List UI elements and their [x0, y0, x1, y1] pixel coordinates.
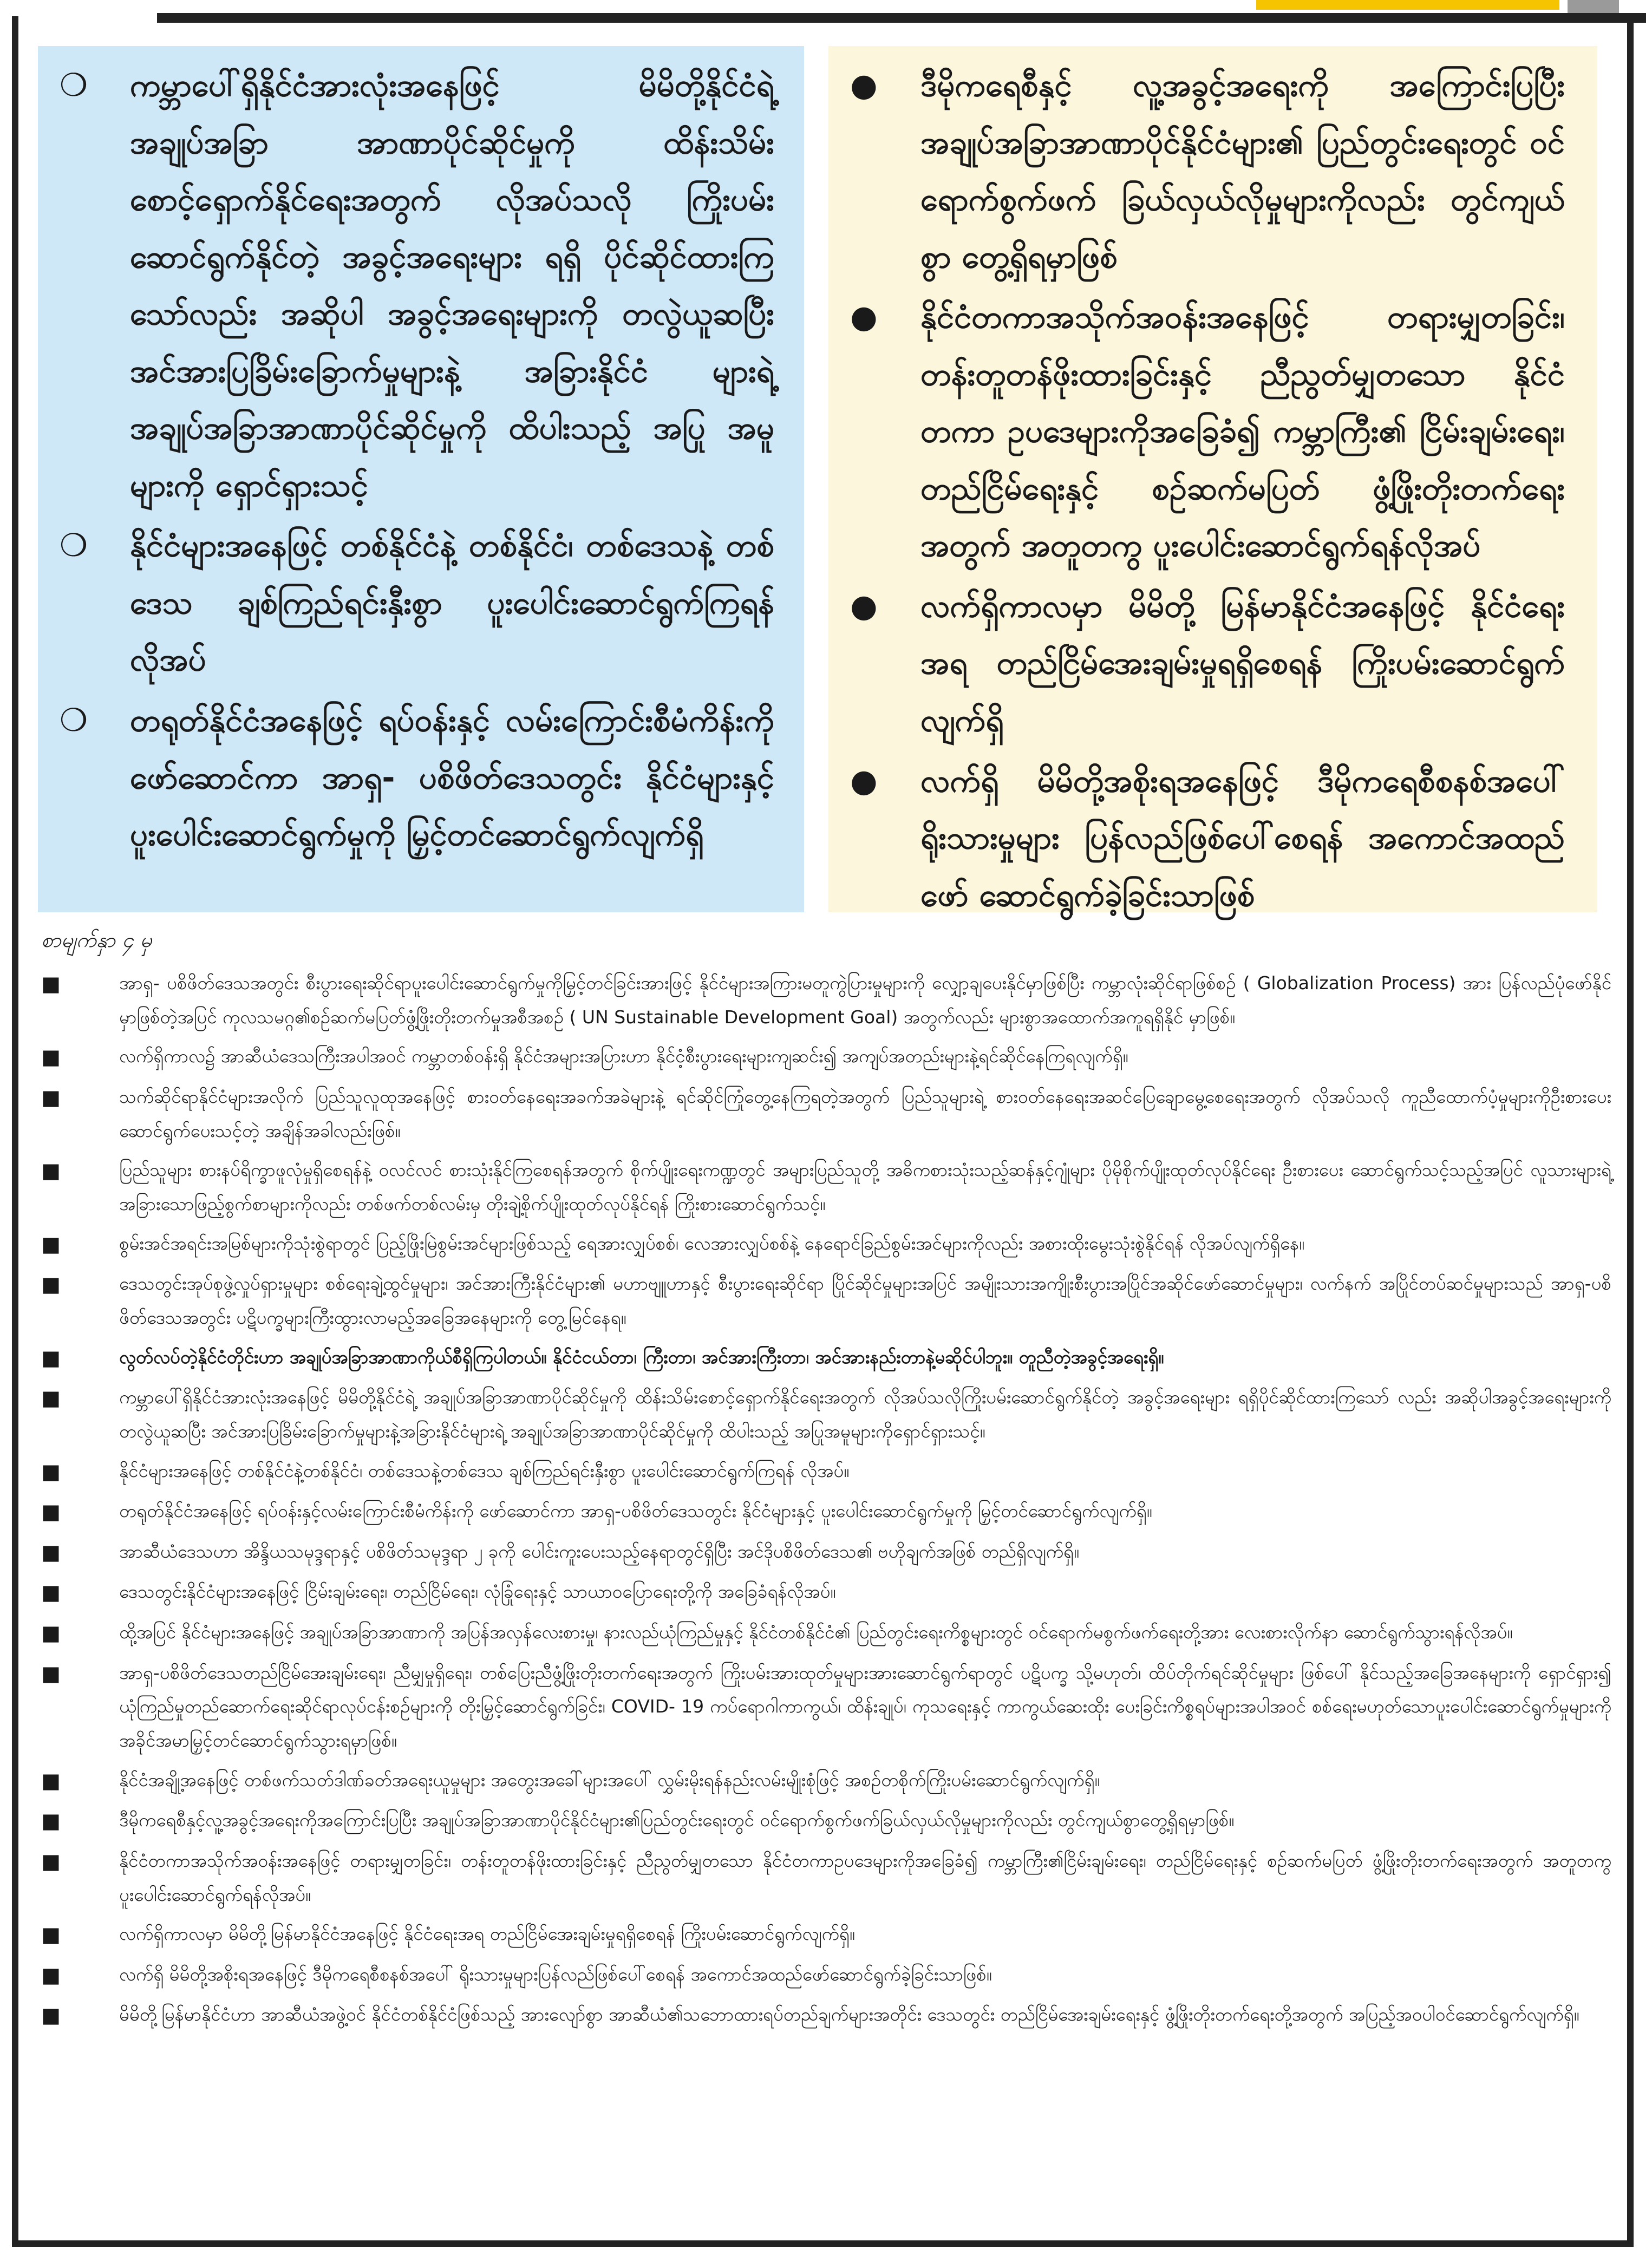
- blue-summary-box: [38, 46, 804, 912]
- key-point-text: အာရှ-ပစိဖိတ်ဒေသတည်ငြိမ်အေးချမ်းရေး၊ ညီမျှမှုရှိရေး၊ တစ်ပြေးညီဖွံ့ဖြိုးတိုးတက်ရေးအတွက် ကြိုးပမ်းအားထုတ်မှုများအားဆောင်ရွက်ရာတွင် ပဋိပက္ခ သို့မဟုတ်၊ ထိပ်တိုက်ရင်ဆိုင်မှုများ ဖြစ်ပေါ် နိုင်သည့်အခြေအနေများကို ရှောင်ရှား၍ ယုံကြည်မှုတည်ဆောက်ရေးဆိုင်ရာလုပ်ငန်းစဉ်များကို တိုးမြှင့်ဆောင်ရွက်ခြင်း၊ COVID- 19 ကပ်ရောဂါကာကွယ်၊ ထိန်းချုပ်၊ ကုသရေးနှင့် ကာကွယ်ဆေးထိုး ပေးခြင်းကိစ္စရပ်များအပါအဝင် စစ်ရေးမဟုတ်သောပူးပေါင်းဆောင်ရွက်မှုများကို အခိုင်အမာမြှင့်တင်ဆောင်ရွက်သွားရမှာဖြစ်။: [119, 1662, 1611, 1751]
- hollow-circle-bullet-icon: ❍: [60, 527, 88, 564]
- yellow-bullet-item: [850, 578, 1565, 749]
- square-bullet-icon: ■: [41, 1923, 61, 1947]
- square-bullet-icon: ■: [41, 1159, 61, 1183]
- yellow-bullet-item: [850, 753, 1565, 924]
- filled-circle-bullet-icon: ●: [850, 67, 878, 103]
- key-point-item: [41, 1341, 1611, 1376]
- key-point-text: နိုင်ငံအချို့အနေဖြင့် တစ်ဖက်သတ်ဒါဏ်ခတ်အရေးယူမှုများ အတွေးအခေါ်များအပေါ် လွှမ်းမိုးရန်နည်းလမ်းမျိုးစုံဖြင့် အစဉ်တစိုက်ကြိုးပမ်းဆောင်ရွက်လျက်ရှိ။: [119, 1769, 1100, 1790]
- key-point-text: ကမ္ဘာပေါ်ရှိနိုင်ငံအားလုံးအနေဖြင့် မိမိတို့နိုင်ငံရဲ့ အချုပ်အခြာအာဏာပိုင်ဆိုင်မှုကို ထိန်းသိမ်းစောင့်ရှောက်နိုင်ရေးအတွက် လိုအပ်သလိုကြိုးပမ်းဆောင်ရွက်နိုင်တဲ့ အခွင့်အရေးများ ရရှိပိုင်ဆိုင်ထားကြသော် လည်း အဆိုပါအခွင့်အရေးများကို တလွဲယူဆပြီး အင်အားပြခြိမ်းခြောက်မှုများနဲ့အခြားနိုင်ငံများရဲ့ အချုပ်အခြာအာဏာပိုင်ဆိုင်မှုကို ထိပါးသည့် အပြုအမူများကိုရှောင်ရှားသင့်။: [119, 1387, 1611, 1442]
- key-point-text: မိမိတို့မြန်မာနိုင်ငံဟာ အာဆီယံအဖွဲ့ဝင် နိုင်ငံတစ်နိုင်ငံဖြစ်သည့် အားလျော်စွာ အာဆီယံ၏သဘောထားရပ်တည်ချက်များအတိုင်း ဒေသတွင်း တည်ငြိမ်အေးချမ်းရေးနှင့် ဖွံ့ဖြိုးတိုးတက်ရေးတို့အတွက် အပြည့်အဝပါဝင်ဆောင်ရွက်လျက်ရှိ။: [119, 2004, 1579, 2025]
- square-bullet-icon: ■: [41, 1849, 61, 1873]
- key-point-item: [41, 1575, 1611, 1610]
- key-point-text: စွမ်းအင်အရင်းအမြစ်များကိုသုံးစွဲရာတွင် ပြည့်ဖြိုးမြဲစွမ်းအင်များဖြစ်သည့် ရေအားလျှပ်စစ်၊ လေအားလျှပ်စစ်နဲ့ နေရောင်ခြည်စွမ်းအင်များကိုလည်း အစားထိုးမွေးသုံးစွဲနိုင်ရန် လိုအပ်လျက်ရှိနေ။: [119, 1232, 1305, 1254]
- hollow-circle-bullet-icon: ❍: [60, 67, 88, 103]
- square-bullet-icon: ■: [41, 1621, 61, 1645]
- key-point-text: လွတ်လပ်တဲ့နိုင်ငံတိုင်းဟာ အချုပ်အခြာအာဏာကိုယ်စီရှိကြပါတယ်။ နိုင်ငံငယ်တာ၊ ကြီးတာ၊ အင်အားကြီးတာ၊ အင်အားနည်းတာနဲ့မဆိုင်ပါဘူး။ တူညီတဲ့အခွင့်အရေးရှိ။: [119, 1346, 1164, 1368]
- square-bullet-icon: ■: [41, 1345, 61, 1370]
- square-bullet-icon: ■: [41, 1386, 61, 1410]
- grey-accent-bar: [1568, 0, 1619, 13]
- key-point-text: ပြည်သူများ စားနပ်ရိက္ခာဖူလုံမှုရှိစေရန်နဲ့ ဝလင်လင် စားသုံးနိုင်ကြစေရန်အတွက် စိုက်ပျိုးရေးကဏ္ဍတွင် အများပြည်သူတို့ အဓိကစားသုံးသည့်ဆန်နှင့်ဂျုံများ ပိုမိုစိုက်ပျိုးထုတ်လုပ်နိုင်ရေး ဦးစားပေး ဆောင်ရွက်သင့်သည့်အပြင် လူသားများရဲ့အခြားသောဖြည့်စွက်စာများကိုလည်း တစ်ဖက်တစ်လမ်းမှ တိုးချဲ့စိုက်ပျိုးထုတ်လုပ်နိုင်ရန် ကြိုးစားဆောင်ရွက်သင့်။: [119, 1159, 1611, 1215]
- blue-bullet-text: နိုင်ငံများအနေဖြင့် တစ်နိုင်ငံနဲ့ တစ်နိုင်ငံ၊ တစ်ဒေသနဲ့ တစ်ဒေသ ချစ်ကြည်ရင်းနှီးစွာ ပူးပေါင်းဆောင်ရွက်ကြရန် လိုအပ်: [130, 527, 774, 678]
- key-point-text: အာဆီယံဒေသဟာ အိန္ဒိယသမုဒ္ဒရာနှင့် ပစိဖိတ်သမုဒ္ဒရာ ၂ ခုကို ပေါင်းကူးပေးသည့်နေရာတွင်ရှိပြီး အင်ဒိုပစိဖိတ်ဒေသ၏ ဗဟိုချက်အဖြစ် တည်ရှိလျက်ရှိ။: [119, 1540, 1079, 1562]
- square-bullet-icon: ■: [41, 1809, 61, 1833]
- key-points-list: [41, 966, 1611, 2038]
- key-point-text: ထို့အပြင် နိုင်ငံများအနေဖြင့် အချုပ်အခြာအာဏာကို အပြန်အလှန်လေးစားမှု၊ နားလည်ယုံကြည်မှုနှင့် နိုင်ငံတစ်နိုင်ငံ၏ ပြည်တွင်းရေးကိစ္စများတွင် ဝင်ရောက်မစွက်ဖက်ရေးတို့အား လေးစားလိုက်နာ ဆောင်ရွက်သွားရန်လိုအပ်။: [119, 1622, 1513, 1643]
- key-point-item: [41, 1616, 1611, 1651]
- key-point-text: သက်ဆိုင်ရာနိုင်ငံများအလိုက် ပြည်သူလူထုအနေဖြင့် စားဝတ်နေရေးအခက်အခဲများနဲ့ ရင်ဆိုင်ကြုံတွေ့နေကြရတဲ့အတွက် ပြည်သူများရဲ့ စားဝတ်နေရေးအဆင်ပြေချောမွေ့စေရေးအတွက် လိုအပ်သလို ကူညီထောက်ပံ့မှုများကိုဦးစားပေးဆောင်ရွက်ပေးသင့်တဲ့ အချိန်အခါလည်းဖြစ်။: [119, 1086, 1611, 1141]
- key-point-item: [41, 1494, 1611, 1530]
- key-point-text: အာရှ- ပစိဖိတ်ဒေသအတွင်း စီးပွားရေးဆိုင်ရာပူးပေါင်းဆောင်ရွက်မှုကိုမြှင့်တင်ခြင်းအားဖြင့် နိုင်ငံများအကြားမတူကွဲပြားမှုများကို လျှော့ချပေးနိုင်မှာဖြစ်ပြီး ကမ္ဘာလုံးဆိုင်ရာဖြစ်စဉ် ( Globalization Process) အား ပြန်လည်ပုံဖော်နိုင်မှာဖြစ်တဲ့အပြင် ကုလသမဂ္ဂ၏စဉ်ဆက်မပြတ်ဖွံ့ဖြိုးတိုးတက်မှုအစီအစဉ် ( UN Sustainable Development Goal) အတွက်လည်း များစွာအထောက်အကူရရှိနိုင် မှာဖြစ်။: [119, 972, 1611, 1028]
- key-point-item: [41, 1803, 1611, 1839]
- yellow-bullet-text: နိုင်ငံတကာအသိုက်အဝန်းအနေဖြင့် တရားမျှတခြင်း၊ တန်းတူတန်ဖိုးထားခြင်းနှင့် ညီညွတ်မျှတသော နိုင်ငံ တကာ ဥပဒေများကိုအခြေခံ၍ ကမ္ဘာကြီး၏ ငြိမ်းချမ်းရေး၊ တည်ငြိမ်ရေးနှင့် စဉ်ဆက်မပြတ် ဖွံ့ဖြိုးတိုးတက်ရေး အတွက် အတူတကွ ပူးပေါင်းဆောင်ရွက်ရန်လိုအပ်: [920, 298, 1565, 564]
- yellow-bullet-text: လက်ရှိကာလမှာ မိမိတို့ မြန်မာနိုင်ငံအနေဖြင့် နိုင်ငံရေး အရ တည်ငြိမ်အေးချမ်းမှုရရှိစေရန် ကြိုးပမ်းဆောင်ရွက် လျက်ရှိ: [920, 587, 1565, 739]
- blue-bullet-text: တရုတ်နိုင်ငံအနေဖြင့် ရပ်ဝန်းနှင့် လမ်းကြောင်းစီမံကိန်းကို ဖော်ဆောင်ကာ အာရှ- ပစိဖိတ်ဒေသတွင်း နိုင်ငံများနှင့် ပူးပေါင်းဆောင်ရွက်မှုကို မြှင့်တင်ဆောင်ရွက်လျက်ရှိ: [130, 702, 774, 853]
- key-point-item: [41, 1958, 1611, 1993]
- filled-circle-bullet-icon: ●: [850, 587, 878, 624]
- square-bullet-icon: ■: [41, 1768, 61, 1793]
- key-point-item: [41, 1080, 1611, 1148]
- blue-bullet-list: [60, 57, 774, 864]
- key-point-text: ဒီမိုကရေစီနှင့်လူ့အခွင့်အရေးကိုအကြောင်းပြပြီး အချုပ်အခြာအာဏာပိုင်နိုင်ငံများ၏ပြည်တွင်းရေးတွင် ဝင်ရောက်စွက်ဖက်ခြယ်လှယ်လိုမှုများကိုလည်း တွင်ကျယ်စွာတွေ့ရှိရမှာဖြစ်။: [119, 1809, 1235, 1831]
- blue-bullet-item: [60, 692, 774, 864]
- key-point-item: [41, 1917, 1611, 1952]
- square-bullet-icon: ■: [41, 1085, 61, 1109]
- key-point-text: လက်ရှိ မိမိတို့အစိုးရအနေဖြင့် ဒီမိုကရေစီစနစ်အပေါ် ရိုးသားမှုများပြန်လည်ဖြစ်ပေါ်စေရန် အကောင်အထည်ဖော်ဆောင်ရွက်ခဲ့ခြင်းသာဖြစ်။: [119, 1963, 992, 1985]
- continued-from-page-label: စာမျက်နှာ ၄ မှ: [41, 928, 152, 952]
- yellow-bullet-item: [850, 57, 1565, 285]
- key-point-item: [41, 1153, 1611, 1221]
- yellow-bullet-text: ဒီမိုကရေစီနှင့် လူ့အခွင့်အရေးကို အကြောင်းပြပြီး အချုပ်အခြာအာဏာပိုင်နိုင်ငံများ၏ ပြည်တွင်းရေးတွင် ဝင်ရောက်စွက်ဖက် ခြယ်လှယ်လိုမှုများကိုလည်း တွင်ကျယ်စွာ တွေ့ရှိရမှာဖြစ်: [920, 67, 1565, 275]
- key-point-text: တရုတ်နိုင်ငံအနေဖြင့် ရပ်ဝန်းနှင့်လမ်းကြောင်းစီမံကိန်းကို ဖော်ဆောင်ကာ အာရှ-ပစိဖိတ်ဒေသတွင်း နိုင်ငံများနှင့် ပူးပေါင်းဆောင်ရွက်မှုကို မြှင့်တင်ဆောင်ရွက်လျက်ရှိ။: [119, 1500, 1152, 1522]
- yellow-summary-box: [828, 46, 1597, 912]
- yellow-accent-bar: [1256, 0, 1559, 10]
- yellow-bullet-list: [850, 57, 1565, 924]
- key-point-item: [41, 1656, 1611, 1758]
- key-point-item: [41, 1040, 1611, 1075]
- blue-bullet-text: ကမ္ဘာပေါ်ရှိနိုင်ငံအားလုံးအနေဖြင့် မိမိတို့နိုင်ငံရဲ့အချုပ်အခြာ အာဏာပိုင်ဆိုင်မှုကို ထိန်းသိမ်း စောင့်ရှောက်နိုင်ရေးအတွက် လိုအပ်သလို ကြိုးပမ်းဆောင်ရွက်နိုင်တဲ့ အခွင့်အရေးများ ရရှိ ပိုင်ဆိုင်ထားကြသော်လည်း အဆိုပါ အခွင့်အရေးများကို တလွဲယူဆပြီး အင်အားပြခြိမ်းခြောက်မှုများနဲ့ အခြားနိုင်ငံ များရဲ့ အချုပ်အခြာအာဏာပိုင်ဆိုင်မှုကို ထိပါးသည့် အပြု အမူများကို ရှောင်ရှားသင့်: [130, 67, 774, 504]
- top-border: [157, 13, 1646, 23]
- square-bullet-icon: ■: [41, 2003, 61, 2028]
- key-point-text: လက်ရှိကာလ၌ အာဆီယံဒေသကြီးအပါအဝင် ကမ္ဘာတစ်ဝန်းရှိ နိုင်ငံအများအပြားဟာ နိုင်ငံ့စီးပွားရေးများကျဆင်း၍ အကျပ်အတည်းများနဲ့ရင်ဆိုင်နေကြရလျက်ရှိ။: [119, 1045, 1128, 1067]
- key-point-text: ဒေသတွင်းနိုင်ငံများအနေဖြင့် ငြိမ်းချမ်းရေး၊ တည်ငြိမ်ရေး၊ လုံခြုံရေးနှင့် သာယာဝပြောရေးတို့ကို အခြေခံရန်လိုအပ်။: [119, 1581, 836, 1603]
- square-bullet-icon: ■: [41, 1232, 61, 1256]
- filled-circle-bullet-icon: ●: [850, 298, 878, 336]
- square-bullet-icon: ■: [41, 1661, 61, 1685]
- blue-bullet-item: [60, 517, 774, 689]
- key-point-item: [41, 1998, 1611, 2033]
- key-point-item: [41, 1267, 1611, 1335]
- square-bullet-icon: ■: [41, 1459, 61, 1483]
- key-point-item: [41, 1535, 1611, 1570]
- key-point-text: နိုင်ငံတကာအသိုက်အဝန်းအနေဖြင့် တရားမျှတခြင်း၊ တန်းတူတန်ဖိုးထားခြင်းနှင့် ညီညွတ်မျှတသော နိုင်ငံတကာဥပဒေများကိုအခြေခံ၍ ကမ္ဘာကြီး၏ငြိမ်းချမ်းရေး၊ တည်ငြိမ်ရေးနှင့် စဉ်ဆက်မပြတ် ဖွံ့ဖြိုးတိုးတက်ရေးအတွက် အတူတကွ ပူးပေါင်းဆောင်ရွက်ရန်လိုအပ်။: [119, 1849, 1611, 1905]
- square-bullet-icon: ■: [41, 1540, 61, 1564]
- key-point-item: [41, 1227, 1611, 1262]
- key-point-text: ဒေသတွင်းအုပ်စုဖွဲ့လှုပ်ရှားမှုများ စစ်ရေးချဲ့ထွင်မှုများ၊ အင်အားကြီးနိုင်ငံများ၏ မဟာဗျူဟာနှင့် စီးပွားရေးဆိုင်ရာ ပြိုင်ဆိုင်မှုများအပြင် အမျိုးသားအကျိုးစီးပွားအပြိုင်အဆိုင်ဖော်ဆောင်မှုများ၊ လက်နက် အပြိုင်တပ်ဆင်မှုများသည် အာရှ-ပစိဖိတ်ဒေသအတွင်း ပဋိပက္ခများကြီးထွားလာမည့်အခြေအနေများကို တွေ့မြင်နေရ။: [119, 1273, 1611, 1328]
- blue-bullet-item: [60, 57, 774, 514]
- key-point-item: [41, 1381, 1611, 1448]
- filled-circle-bullet-icon: ●: [850, 762, 878, 799]
- square-bullet-icon: ■: [41, 1272, 61, 1297]
- hollow-circle-bullet-icon: ❍: [60, 702, 88, 739]
- yellow-bullet-item: [850, 289, 1565, 574]
- key-point-text: နိုင်ငံများအနေဖြင့် တစ်နိုင်ငံနဲ့တစ်နိုင်ငံ၊ တစ်ဒေသနဲ့တစ်ဒေသ ချစ်ကြည်ရင်းနှီးစွာ ပူးပေါင်းဆောင်ရွက်ကြရန် လိုအပ်။: [119, 1460, 850, 1481]
- square-bullet-icon: ■: [41, 1580, 61, 1605]
- bottom-border: [12, 2240, 1634, 2247]
- square-bullet-icon: ■: [41, 1500, 61, 1524]
- left-border: [12, 16, 18, 2247]
- square-bullet-icon: ■: [41, 1963, 61, 1987]
- square-bullet-icon: ■: [41, 972, 61, 996]
- square-bullet-icon: ■: [41, 1045, 61, 1069]
- yellow-bullet-text: လက်ရှိ မိမိတို့အစိုးရအနေဖြင့် ဒီမိုကရေစီစနစ်အပေါ် ရိုးသားမှုများ ပြန်လည်ဖြစ်ပေါ်စေရန် အကောင်အထည် ဖော် ဆောင်ရွက်ခဲ့ခြင်းသာဖြစ်: [920, 762, 1565, 913]
- key-point-text: လက်ရှိကာလမှာ မိမိတို့မြန်မာနိုင်ငံအနေဖြင့် နိုင်ငံရေးအရ တည်ငြိမ်အေးချမ်းမှုရရှိစေရန် ကြိုးပမ်းဆောင်ရွက်လျက်ရှိ။: [119, 1923, 855, 1945]
- right-border: [1627, 16, 1634, 2247]
- key-point-item: [41, 966, 1611, 1034]
- key-point-item: [41, 1763, 1611, 1799]
- key-point-item: [41, 1454, 1611, 1489]
- key-point-item: [41, 1844, 1611, 1912]
